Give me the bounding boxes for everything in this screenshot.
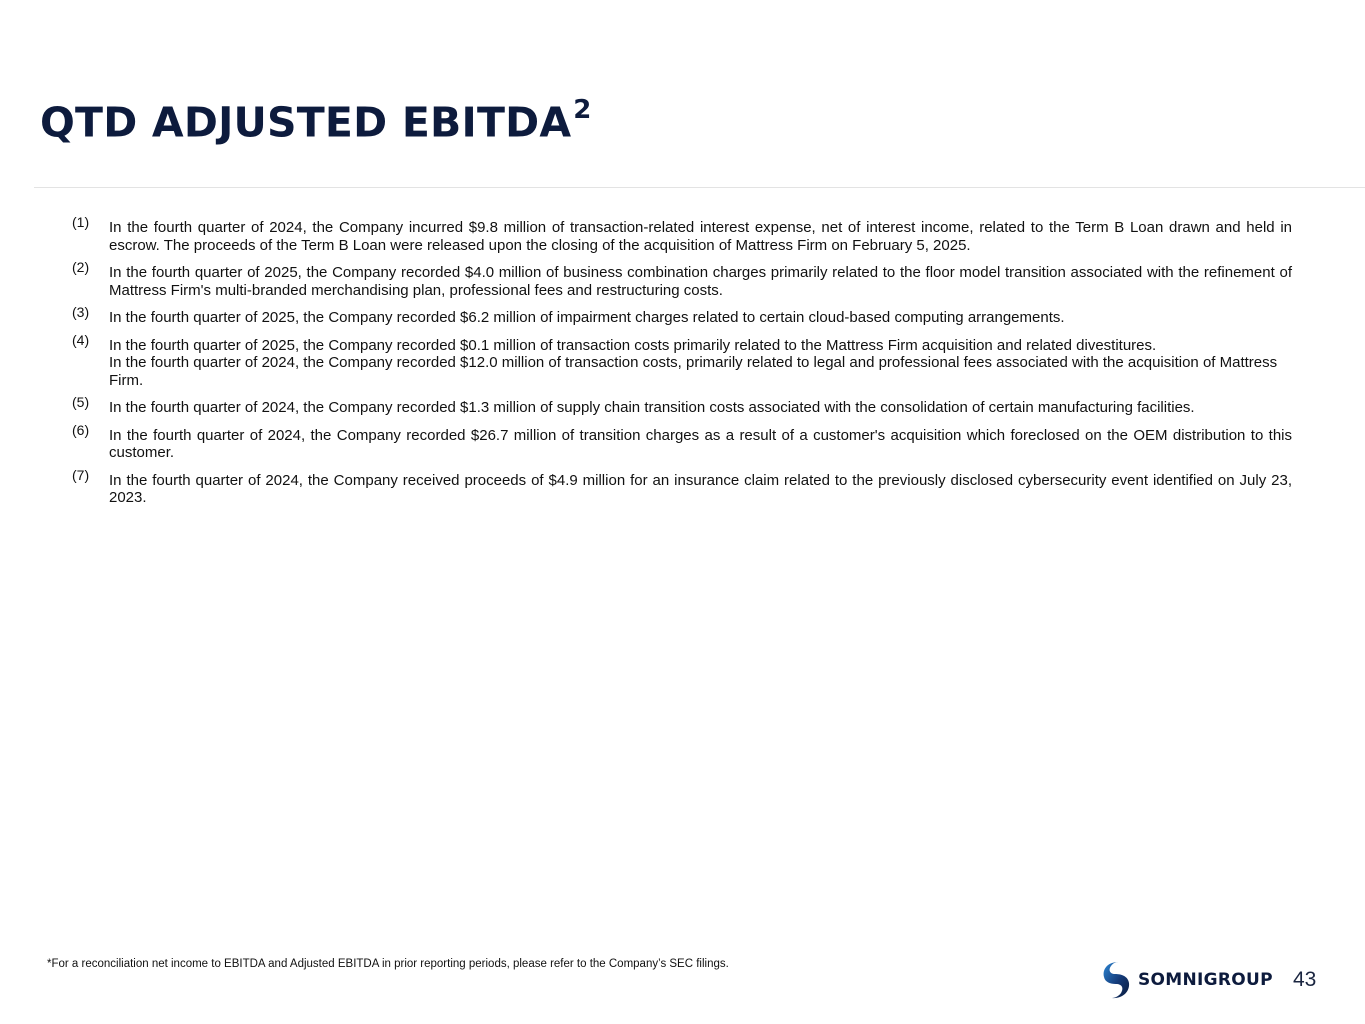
footnote-text: In the fourth quarter of 2024, the Company recorded $1.3 million of supply chain transition costs associated with the consolidation of certain manufacturing facilities. <box>109 399 1195 416</box>
footnote-text: In the fourth quarter of 2024, the Company received proceeds of $4.9 million for an insurance claim related to the previously disclosed cybersecurity event identified on July 23, 2023. <box>109 471 1292 506</box>
title-divider <box>34 187 1365 188</box>
footnote-item <box>72 331 1292 390</box>
footnote-text: In the fourth quarter of 2024, the Company incurred $9.8 million of transaction-related interest expense, net of interest income, related to the Term B Loan drawn and held in escrow. The proceeds of the Term B Loan were released upon the closing of the acquisition of Mattress Firm on February 5, 2025. <box>109 219 1292 254</box>
footnote-text: In the fourth quarter of 2025, the Company recorded $6.2 million of impairment charges related to certain cloud-based computing arrangements. <box>109 309 1065 326</box>
footnote-item <box>72 466 1292 507</box>
footnote-item <box>72 214 1292 254</box>
brand-name: SOMNIGROUP <box>1138 970 1273 990</box>
footnote-item <box>72 394 1292 417</box>
footnote-text-continued: In the fourth quarter of 2024, the Company recorded $12.0 million of transaction costs, primarily related to legal and professional fees associated with the acquisition of Mattress Firm. <box>109 354 1278 389</box>
reconciliation-footnote: *For a reconciliation net income to EBITDA and Adjusted EBITDA in prior reporting periods, please refer to the Company’s SEC filings. <box>47 958 729 970</box>
title-superscript: 2 <box>573 95 592 125</box>
footnote-text: In the fourth quarter of 2024, the Company recorded $26.7 million of transition charges as a result of a customer's acquisition which foreclosed on the OEM distribution to this customer. <box>109 426 1292 461</box>
footnote-number: (2) <box>72 259 90 275</box>
footnote-item <box>72 259 1292 299</box>
footnote-text: In the fourth quarter of 2025, the Company recorded $0.1 million of transaction costs primarily related to the Mattress Firm acquisition and related divestitures. <box>109 336 1157 354</box>
footnote-text: In the fourth quarter of 2025, the Company recorded $4.0 million of business combination charges primarily related to the floor model transition associated with the refinement of Mattress Firm's multi-branded merchandising plan, professional fees and restructuring costs. <box>109 264 1292 299</box>
footnote-number: (7) <box>72 466 90 483</box>
page-number: 43 <box>1293 968 1317 991</box>
page-title <box>40 95 592 147</box>
somnigroup-logo-icon <box>1100 960 1132 1000</box>
footnote-number: (1) <box>72 214 90 230</box>
footnote-number: (6) <box>72 421 90 438</box>
brand-logo <box>1100 960 1273 1000</box>
footnote-number: (4) <box>72 331 90 348</box>
title-text: QTD ADJUSTED EBITDA <box>40 98 572 147</box>
footnote-number: (5) <box>72 394 90 410</box>
footnote-number: (3) <box>72 304 90 320</box>
footnote-item <box>72 304 1292 327</box>
footnotes-list <box>72 214 1292 517</box>
footnote-item <box>72 421 1292 462</box>
